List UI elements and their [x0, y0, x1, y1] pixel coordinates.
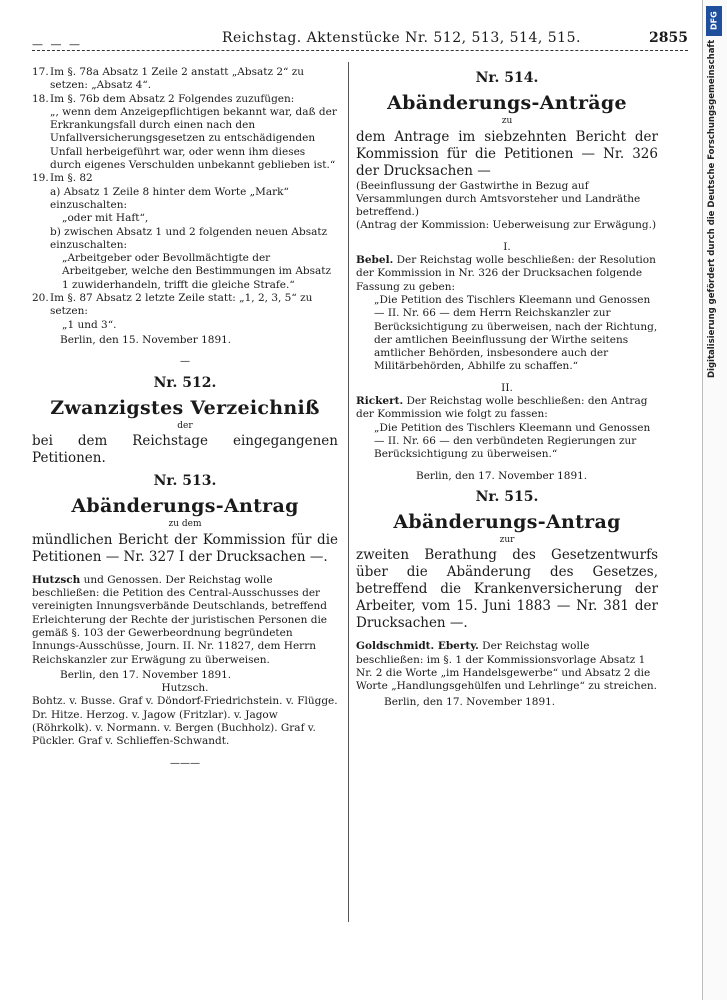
parenthetical-note: (Beeinflussung der Gastwirthe in Bezug auf Versammlungen durch Amtsvorsteher und Landräthe betreffend.) [356, 179, 641, 219]
column-divider [348, 62, 349, 922]
funding-credit: Digitalisierung gefördert durch die Deutsche Forschungsgemeinschaft [707, 40, 717, 379]
digitization-sidebar [702, 0, 727, 1000]
motion-paragraph [356, 640, 658, 693]
list-item: „, wenn dem Anzeigepflichtigen bekannt war, daß der Erkrankungsfall durch einen nach den Unfallversicherungsgesetzen zu entschädigenden Unfall herbeigeführt war, oder wenn ihm dieses durch eigenes Verschulden unbekannt geblieben ist.“ [50, 105, 337, 172]
section-title: Zwanzigstes Verzeichniß [50, 396, 320, 419]
parenthetical-note: (Antrag der Kommission: Ueberweisung zur Erwägung.) [356, 219, 657, 232]
motion-paragraph [356, 395, 658, 422]
mover-name: Hutzsch [32, 573, 81, 586]
motion-paragraph [32, 574, 338, 667]
page-header [32, 28, 688, 51]
list-item: 19. Im §. 82 [32, 172, 93, 185]
end-separator: ——— [170, 757, 200, 769]
quoted-text: „Die Petition des Tischlers Kleemann und Genossen — II. Nr. 66 — den verbündeten Regierungen zur Berücksichtigung zu überweisen.“ [374, 421, 651, 461]
section-title: Abänderungs-Anträge [387, 92, 627, 115]
supporters-list: Bohtz. v. Busse. Graf v. Döndorf-Friedrichstein. v. Flügge. Dr. Hitze. Herzog. v. Jagow (Fritzlar). v. Jagow (Röhrkolk). v. Normann. v. Bergen (Buchholz). Graf v. Pückler. Graf v. Schlieffen-Schwandt. [32, 695, 338, 748]
list-item: a) Absatz 1 Zeile 8 hinter dem Worte „Mark“ einzuschalten: [50, 185, 289, 211]
section-title: Abänderungs-Antrag [393, 511, 621, 534]
list-item: b) zwischen Absatz 1 und 2 folgenden neuen Absatz einzuschalten: [50, 225, 328, 251]
connector-text: zu dem [168, 519, 202, 530]
roman-numeral: I. [503, 240, 511, 253]
header-title: Reichstag. Aktenstücke Nr. 512, 513, 514, 515. [222, 30, 581, 46]
dfg-logo: DFG [706, 6, 722, 36]
section-number: Nr. 512. [153, 374, 217, 391]
date-line: Berlin, den 15. November 1891. [60, 333, 232, 346]
motion-text: und Genossen. Der Reichstag wolle beschließen: die Petition des Central-Ausschusses der vereinigten Innungsverbände Deutschlands, betreffend Erleichterung der Rechte der juristischen Personen die gemäß §. 103 der Gewerbeordnung begründeten Innungs-Ausschüsse, Journ. II. Nr. 11827, dem Herrn Reichskanzler zur Erwägung zu überweisen. [32, 573, 328, 666]
motion-text: Der Reichstag wolle beschließen: der Resolution der Kommission in Nr. 326 der Drucksachen folgende Fassung zu geben: [356, 254, 656, 293]
right-column [356, 66, 658, 709]
section-number: Nr. 515. [475, 488, 539, 505]
section-number: Nr. 513. [153, 473, 217, 490]
mover-name: Bebel. [356, 254, 394, 267]
list-item: 17. Im §. 78a Absatz 1 Zeile 2 anstatt „Absatz 2“ zu setzen: „Absatz 4“. [32, 66, 305, 92]
connector-text: der [177, 420, 193, 431]
section-subtitle: dem Antrage im siebzehnten Bericht der Kommission für die Petitionen — Nr. 326 der Drucksachen — [356, 128, 658, 179]
roman-numeral: II. [501, 381, 513, 394]
connector-text: zu [501, 116, 513, 127]
quoted-text: „Die Petition des Tischlers Kleemann und Genossen — II. Nr. 66 — dem Herrn Reichskanzler zur Berücksichtigung zu überweisen, nach der Richtung, der amtlichen Beeinflussung der Wirthe seitens amtlicher Behörden, insbesondere auch der Militärbehörden, Abhilfe zu schaffen.“ [374, 293, 658, 373]
mover-name: Rickert. [356, 395, 404, 408]
motion-paragraph [356, 254, 658, 294]
motion-text: Der Reichstag wolle beschließen: den Antrag der Kommission wie folgt zu fassen: [356, 395, 648, 421]
header-dashes: — — — [32, 38, 82, 51]
page-number: 2855 [649, 30, 688, 46]
list-item: „Arbeitgeber oder Bevollmächtigte der Arbeitgeber, welche den Bestimmungen im Absatz 1 zuwiderhandeln, trifft die gleiche Strafe.“ [62, 252, 332, 291]
section-title: Abänderungs-Antrag [71, 495, 299, 518]
mover-name: Goldschmidt. Eberty. [356, 640, 479, 653]
motion-text: Der Reichstag wolle beschließen: im §. 1 der Kommissionsvorlage Absatz 1 Nr. 2 die Worte „im Handelsgewerbe“ und Absatz 2 die Worte „Handlungsgehülfen und Lehrlinge“ zu streichen. [356, 640, 658, 693]
left-column [32, 66, 338, 778]
signer: Hutzsch. [161, 682, 209, 695]
list-item: „1 und 3“. [62, 318, 117, 331]
section-subtitle: bei dem Reichstage eingegangenen Petitionen. [32, 433, 338, 467]
date-line: Berlin, den 17. November 1891. [416, 469, 588, 482]
section-number: Nr. 514. [475, 70, 539, 86]
section-subtitle: mündlichen Bericht der Kommission für die Petitionen — Nr. 327 I der Drucksachen —. [32, 531, 338, 565]
connector-text: zur [499, 535, 515, 546]
section-subtitle: zweiten Berathung des Gesetzentwurfs über die Abänderung des Gesetzes, betreffend die Krankenversicherung der Arbeiter, vom 15. Juni 1883 — Nr. 381 der Drucksachen —. [356, 547, 658, 632]
date-line: Berlin, den 17. November 1891. [384, 695, 556, 708]
list-item: 18. Im §. 76b dem Absatz 2 Folgendes zuzufügen: [32, 92, 295, 105]
list-item: „oder mit Haft“, [62, 212, 149, 225]
date-line: Berlin, den 17. November 1891. [60, 668, 232, 681]
list-item: 20. Im §. 87 Absatz 2 letzte Zeile statt: „1, 2, 3, 5“ zu setzen: [32, 292, 313, 318]
separator: — [180, 356, 190, 368]
